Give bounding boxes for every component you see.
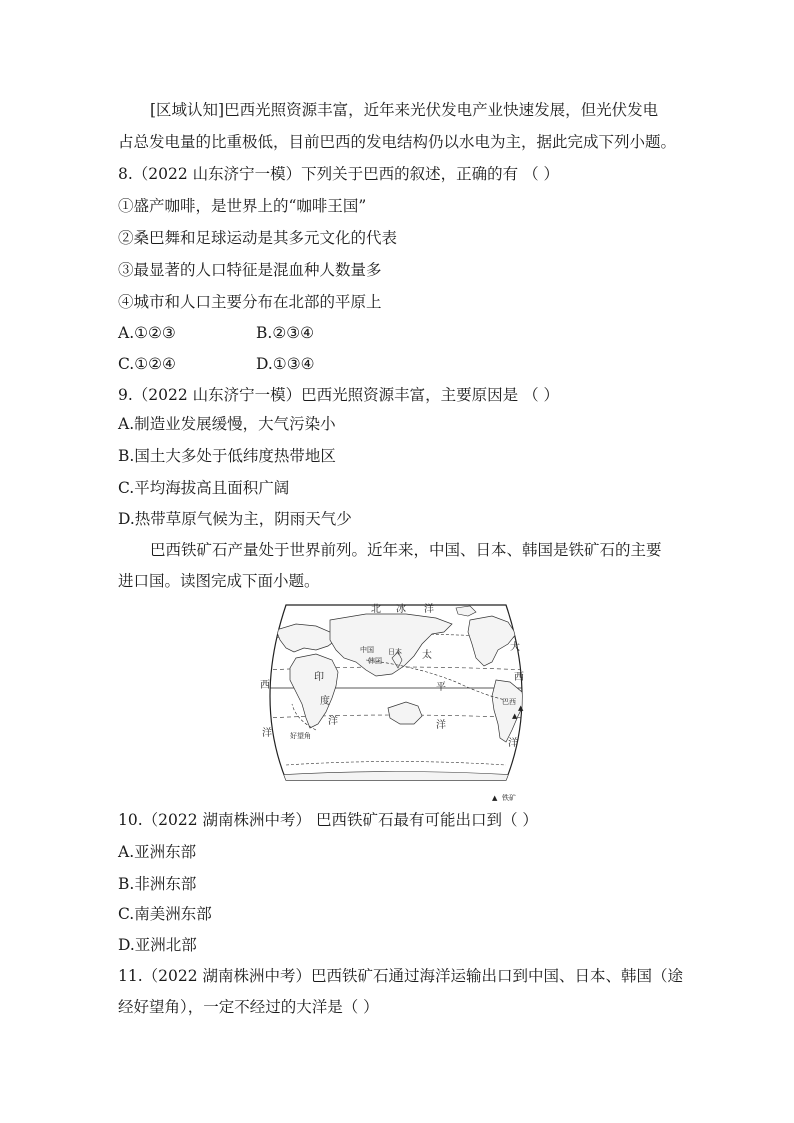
antarctica-landmass: [276, 772, 516, 786]
q9-option-d: D.热带草原气候为主，阴雨天气少: [118, 510, 352, 528]
q8-item-2: ②桑巴舞和足球运动是其多元文化的代表: [118, 229, 398, 247]
legend-label: 铁矿: [502, 794, 516, 802]
q11-line2: 经好望角），一定不经过的大洋是（ ）: [118, 998, 379, 1016]
q9-option-c: C.平均海拔高且面积广阔: [118, 479, 290, 497]
q8-option-a: A.①②③: [118, 324, 176, 342]
q8-stem: 8.（2022 山东济宁一模）下列关于巴西的叙述，正确的有 （ ）: [118, 165, 560, 183]
map-label-xi-left: 西: [260, 680, 270, 691]
iron-ore-marker-2: ▲: [512, 712, 518, 720]
q10-option-d: D.亚洲北部: [118, 936, 197, 954]
intro1-line2: 占总发电量的比重极低，目前巴西的发电结构仍以水电为主，据此完成下列小题。: [118, 133, 677, 151]
q8-option-d: D.①③④: [256, 355, 315, 373]
map-label-north1: 北: [371, 604, 381, 615]
iron-ore-marker: ▲: [518, 704, 524, 712]
map-label-north3: 洋: [424, 604, 434, 615]
q8-item-3: ③最显著的人口特征是混血种人数量多: [118, 261, 382, 279]
map-label-da: 大: [510, 642, 520, 653]
map-label-ping: 平: [436, 682, 446, 693]
q9-option-b: B.国土大多处于低纬度热带地区: [118, 447, 336, 465]
intro2-line2: 进口国。读图完成下面小题。: [118, 572, 320, 590]
map-label-brazil: 巴西: [502, 698, 516, 706]
map-label-cape: 好望角: [290, 732, 311, 740]
q10-option-b: B.非洲东部: [118, 875, 197, 893]
map-label-korea: 韩国: [368, 657, 382, 665]
q10-option-c: C.南美洲东部: [118, 905, 212, 923]
legend-symbol: ▲: [492, 794, 498, 802]
q8-option-c: C.①②④: [118, 355, 176, 373]
map-label-yang-mid: 洋: [328, 716, 338, 727]
q10-stem: 10.（2022 湖南株洲中考） 巴西铁矿石最有可能出口到（ ）: [118, 811, 538, 829]
map-label-yin: 印: [314, 672, 324, 683]
q10-option-a: A.亚洲东部: [118, 843, 197, 861]
map-label-xi-right: 西: [514, 672, 524, 683]
world-map-figure: [256, 600, 536, 810]
map-label-north2: 冰: [396, 604, 406, 615]
world-map-svg: [256, 600, 536, 810]
intro2-line1: 巴西铁矿石产量处于世界前列。近年来，中国、日本、韩国是铁矿石的主要: [150, 541, 662, 559]
map-label-yang-right: 洋: [508, 738, 518, 749]
map-label-yang-left: 洋: [262, 728, 272, 739]
map-label-yang-pac: 洋: [436, 720, 446, 731]
map-label-tai: 太: [422, 650, 432, 661]
q8-item-4: ④城市和人口主要分布在北部的平原上: [118, 293, 382, 311]
map-label-china: 中国: [360, 646, 374, 654]
q11-line1: 11.（2022 湖南株洲中考）巴西铁矿石通过海洋运输出口到中国、日本、韩国（途: [118, 967, 684, 985]
q9-option-a: A.制造业发展缓慢，大气污染小: [118, 415, 336, 433]
map-label-japan: 日本: [388, 648, 402, 656]
map-label-du: 度: [320, 696, 330, 707]
q8-option-b: B.②③④: [256, 324, 315, 342]
q8-item-1: ①盛产咖啡，是世界上的“咖啡王国”: [118, 197, 367, 215]
q9-stem: 9.（2022 山东济宁一模）巴西光照资源丰富，主要原因是 （ ）: [118, 386, 560, 404]
intro1-line1: [区域认知]巴西光照资源丰富，近年来光伏发电产业快速发展，但光伏发电: [150, 101, 659, 119]
